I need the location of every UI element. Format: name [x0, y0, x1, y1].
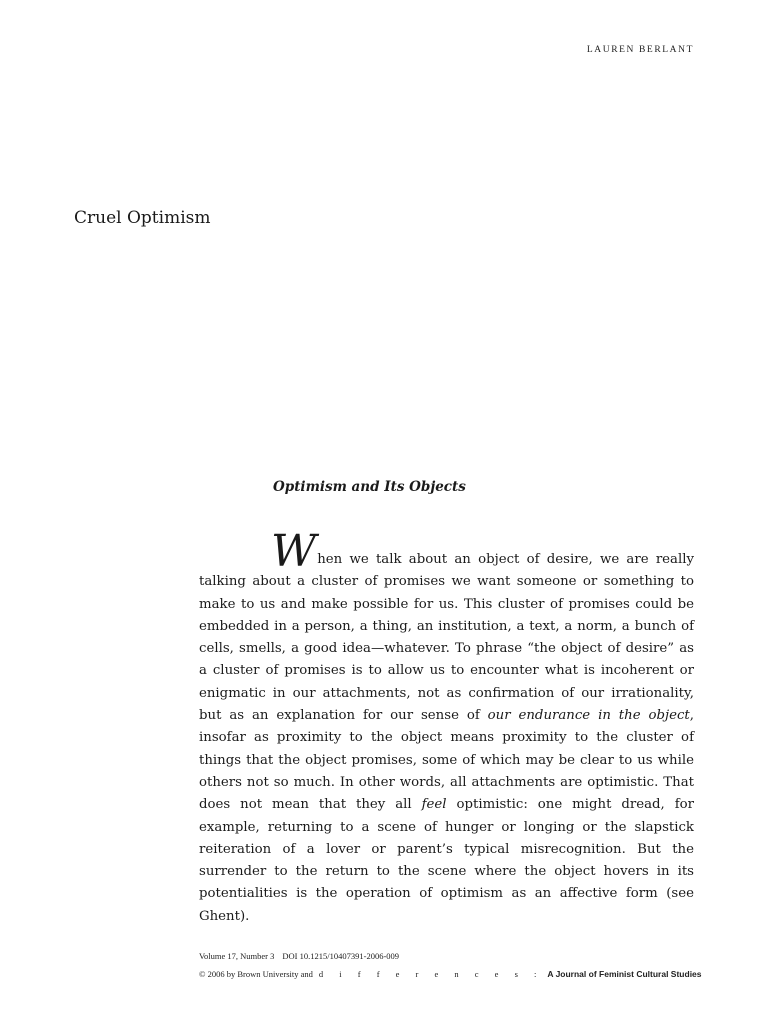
body-run-1: hen we talk about an object of desire, we are really talking about a cluster of promises we want someone or something to make to us and make possible for us. This cluster of promises could be embedded in a person, a thing, an institution, a text, a norm, a bunch of cells, smells, a good idea—whatever. To phrase “the object of desire” as a cluster of promises is to allow us to encounter what is incoherent or enigmatic in our attachments, not as confirmation of our irrationality, but as an explanation for our sense of	[199, 552, 694, 724]
body-emphasis-1: our endurance in the object	[487, 708, 690, 724]
running-head-author: LAUREN BERLANT	[586, 45, 694, 55]
footer-journal-name: d i f f e r e n c e s :	[318, 969, 544, 979]
body-paragraph	[199, 526, 694, 928]
footer-copyright: © 2006 by Brown University and	[199, 969, 313, 979]
body-emphasis-2: feel	[421, 797, 447, 813]
footer-line-2	[199, 965, 702, 983]
body-text	[199, 526, 694, 928]
body-run-2: , insofar as proximity to the object means proximity to the cluster of things that the object promises, some of which may be clear to us while others not so much. In other words, all attachments are optimistic. That does not mean that they all	[199, 708, 694, 813]
footer-line-1	[199, 947, 702, 965]
page-footer	[199, 947, 702, 983]
section-heading: Optimism and Its Objects	[273, 479, 466, 495]
drop-cap: W	[271, 526, 317, 577]
footer-journal-subtitle: A Journal of Feminist Cultural Studies	[547, 969, 702, 979]
footer-volume: Volume 17, Number 3	[199, 951, 275, 961]
body-run-3: optimistic: one might dread, for example, returning to a scene of hunger or longing or the slapstick reiteration of a lover or parent’s typical misrecognition. But the surrender to the return to the scene where the object hovers in its potentialities is the operation of optimism as an affective form (see Ghent).	[199, 797, 694, 924]
footer-doi: DOI 10.1215/10407391-2006-009	[282, 951, 400, 961]
article-title: Cruel Optimism	[74, 208, 211, 228]
